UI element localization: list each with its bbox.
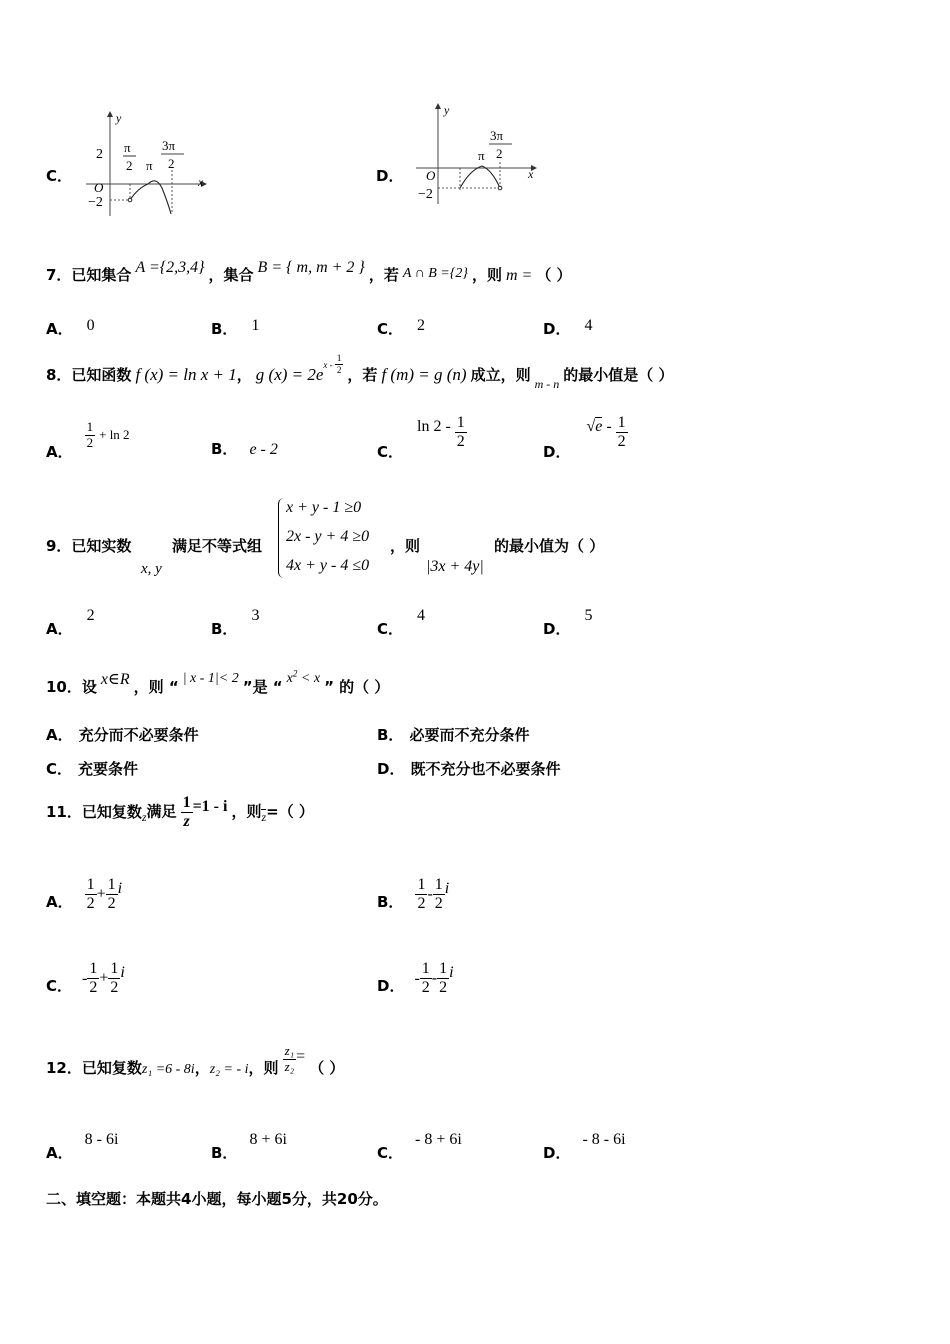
q10-stem: 10．设 [46,678,97,696]
q12-option-c[interactable]: C．- 8 + 6i [377,1131,462,1162]
x-label: x [528,167,534,181]
q9-tail: 的最小值为（ ） [494,537,605,555]
question-12: 12．已知复数z₁ =6 - 8i，z₂ = - i，则 $\frac{\text{z₁}}{\text{z₂}}$ = （ ） [46,1043,345,1078]
tick-pi-half-num: π [124,140,131,155]
origin-label: O [94,180,104,195]
q11-z: z [141,809,147,824]
tick-pi: π [146,158,153,173]
tick-neg2: −2 [418,187,433,202]
graph-option-c [86,108,216,218]
curve [130,181,171,214]
q9-ineq-2: 2x - y + 4 ≥0 [286,528,370,545]
curve [460,166,500,188]
q8-stem: 8．已知函数 [46,366,132,384]
question-8: 8．已知函数 f (x) = ln x + 1， g $(x) = 2e^{x -}$ $\frac{1}{2}$ ，若 f (m) = g (n) 成立，则 $_{m - n}$ 的最小值是（ ） [46,353,674,391]
q11-option-b[interactable]: B． $\frac{1}{2}$ - $\frac{1}{2}$ i [377,876,450,913]
q12-z2: z₂ = - i [209,1062,249,1078]
q7-text-set: ，集合 [208,266,254,284]
q11-rhs: =1 - i [192,797,228,815]
tick-2: 2 [96,147,103,162]
q8-option-b[interactable]: B． e - 2 [211,440,278,458]
q7-option-a[interactable]: A． 0 [46,317,95,338]
q9-text-then: ，则 [390,537,421,555]
question-10: 10．设 x∈R ，则 “ | x - 1|< 2 ”是 “ $x^2 < x$ ” 的（ ） [46,668,390,696]
q8-option-c[interactable]: C． ln 2 - $\frac{1}{2}$ [377,414,465,461]
q11-option-c[interactable]: C． - $\frac{1}{2}$ + $\frac{1}{2}$ i [46,960,125,997]
q10-option-b[interactable]: B． 必要而不充分条件 [377,726,530,744]
q10-option-d[interactable]: D． 既不充分也不必要条件 [377,760,561,778]
q10-option-c[interactable]: C． 充要条件 [46,760,139,778]
q7-option-c[interactable]: C． 2 [377,317,426,338]
q10-condition-2: $x^2 < x$ [286,668,321,686]
q7-condition: A ∩ B ={2} [402,266,468,281]
q9-option-b[interactable]: B．3 [211,607,260,638]
tick-pi: π [478,148,485,163]
tick-3pi-half-den: 2 [168,156,175,171]
q9-option-d[interactable]: D．5 [543,607,593,638]
question-7 [46,259,572,285]
option-c-label: C． [46,167,73,185]
section-2-heading: 二、填空题：本题共4小题，每小题5分，共20分。 [46,1190,388,1208]
q9-option-c[interactable]: C．4 [377,607,426,638]
q7-set-b: B = { m, m + 2 } [257,259,365,276]
q11-zbar: z [261,809,267,824]
q7-text-then: ，则 [471,266,502,284]
q8-option-d[interactable]: D． √e - $\frac{1}{2}$ [543,414,626,461]
q8-condition: f (m) = g (n) [381,365,467,384]
q12-option-b[interactable]: B．8 + 6i [211,1131,287,1162]
q9-stem: 9．已知实数 [46,537,132,555]
q7-text-if: ，若 [368,266,399,284]
tick-3pi-half-num: 3π [490,128,504,143]
q10-domain: x∈R [100,671,130,688]
q9-option-a[interactable]: A．2 [46,607,95,638]
q7-option-b[interactable]: B． 1 [211,317,260,338]
q11-option-a[interactable]: A． $\frac{1}{2}$ + $\frac{1}{2}$ i [46,876,123,913]
q10-condition-1: | x - 1|< 2 [182,671,239,686]
q8-g: g (x) = 2e [255,365,324,384]
q9-vars: x, y [141,561,162,577]
q7-set-a: A ={2,3,4} [135,259,205,276]
q11-stem: 11．已知复数 [46,802,142,821]
q9-ineq-3: 4x + y - 4 ≤0 [286,557,370,574]
tick-neg2: −2 [88,195,103,210]
q9-text-satisfy: 满足不等式组 [172,537,263,555]
question-11: 11．已知复数$_z$满足 $\frac{1}{z}$ =1 - i ，则$_z$=（ ） [46,794,314,831]
y-label: y [116,111,122,125]
q12-option-a[interactable]: A．8 - 6i [46,1131,119,1162]
q8-expr: m - n [534,377,560,391]
q11-option-d[interactable]: D． - $\frac{1}{2}$ - $\frac{1}{2}$ i [377,960,454,997]
q9-brace [278,498,285,578]
q8-g-exp: x - [323,360,335,370]
option-d-label: D． [376,167,404,185]
q12-stem: 12．已知复数 [46,1059,142,1078]
tick-pi-half-den: 2 [126,158,133,173]
graph-option-d [416,100,546,210]
q7-ask: m = [505,267,533,284]
q12-z1: z₁ =6 - 8i [141,1062,195,1078]
y-label: y [444,103,450,117]
x-label: x [198,175,204,189]
q8-option-a[interactable]: A． $\frac{1}{2}$ + ln 2 [46,419,130,462]
tick-3pi-half-num: 3π [162,138,176,153]
q8-g-exp-frac: $\frac{1}{2}$ [336,353,342,375]
q9-ineq-1: x + y - 1 ≥0 [286,499,362,516]
q7-stem: 7．已知集合 [46,266,132,284]
origin-label: O [426,168,436,183]
q7-paren: （ ） [536,266,572,284]
q12-option-d[interactable]: D．- 8 - 6i [543,1131,626,1162]
q9-expr: |3x + 4y| [426,558,484,575]
q7-option-d[interactable]: D． 4 [543,317,593,338]
q10-option-a[interactable]: A． 充分而不必要条件 [46,726,199,744]
tick-3pi-half-den: 2 [496,146,503,161]
q8-f: f (x) = ln x + 1 [135,365,237,384]
